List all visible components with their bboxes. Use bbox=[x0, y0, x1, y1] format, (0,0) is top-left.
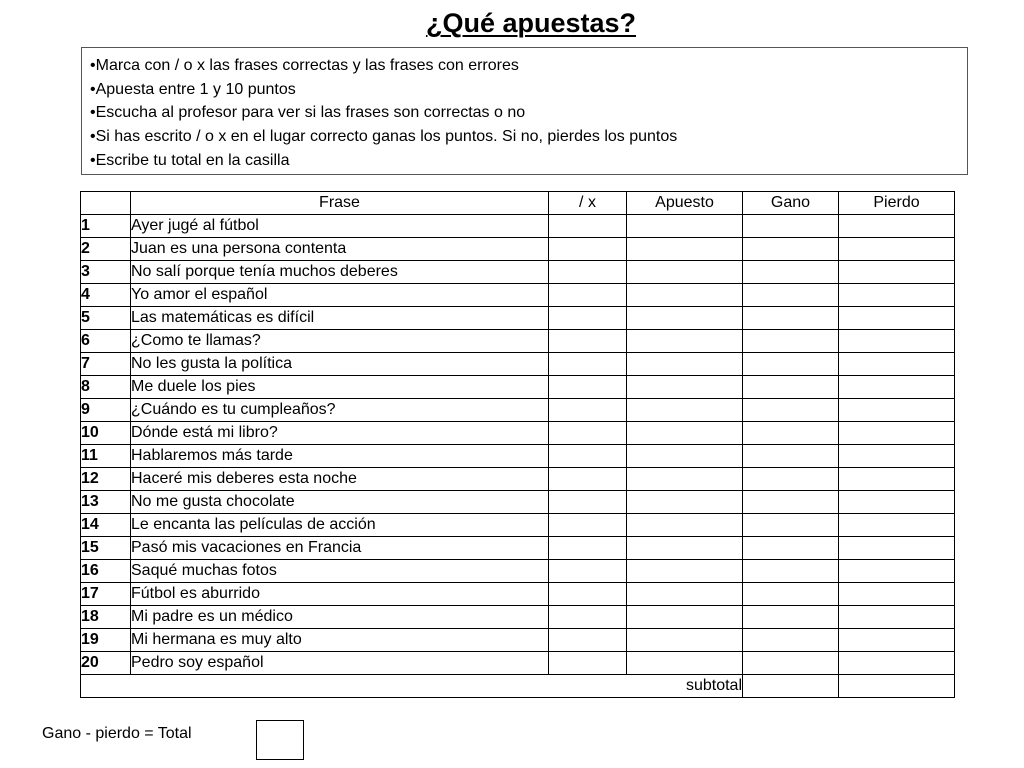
row-apuesto-cell[interactable] bbox=[627, 376, 743, 399]
subtotal-pierdo-cell[interactable] bbox=[839, 675, 955, 698]
instruction-item bbox=[90, 101, 967, 125]
instruction-text: Marca con / o x las frases correctas y las frases con errores bbox=[95, 57, 519, 74]
row-apuesto-cell[interactable] bbox=[627, 583, 743, 606]
row-pierdo-cell[interactable] bbox=[839, 422, 955, 445]
bullet-icon: • bbox=[90, 104, 96, 122]
table-row bbox=[81, 307, 955, 330]
row-pierdo-cell[interactable] bbox=[839, 399, 955, 422]
row-mark-cell[interactable] bbox=[549, 606, 627, 629]
table-row bbox=[81, 376, 955, 399]
row-frase: Mi hermana es muy alto bbox=[131, 629, 549, 652]
instruction-item bbox=[90, 78, 967, 102]
row-number: 2 bbox=[81, 238, 131, 261]
subtotal-gano-cell[interactable] bbox=[743, 675, 839, 698]
row-apuesto-cell[interactable] bbox=[627, 238, 743, 261]
row-apuesto-cell[interactable] bbox=[627, 422, 743, 445]
row-apuesto-cell[interactable] bbox=[627, 491, 743, 514]
bullet-icon: • bbox=[90, 128, 96, 146]
table-row bbox=[81, 238, 955, 261]
row-gano-cell[interactable] bbox=[743, 491, 839, 514]
row-apuesto-cell[interactable] bbox=[627, 399, 743, 422]
table-row bbox=[81, 445, 955, 468]
row-frase: No salí porque tenía muchos deberes bbox=[131, 261, 549, 284]
row-number: 4 bbox=[81, 284, 131, 307]
row-mark-cell[interactable] bbox=[549, 330, 627, 353]
row-number: 12 bbox=[81, 468, 131, 491]
row-mark-cell[interactable] bbox=[549, 560, 627, 583]
table-row bbox=[81, 284, 955, 307]
row-number: 15 bbox=[81, 537, 131, 560]
instruction-item bbox=[90, 149, 967, 173]
row-frase: Hablaremos más tarde bbox=[131, 445, 549, 468]
row-mark-cell[interactable] bbox=[549, 537, 627, 560]
table-row bbox=[81, 215, 955, 238]
table-row bbox=[81, 491, 955, 514]
row-frase: Mi padre es un médico bbox=[131, 606, 549, 629]
bets-table bbox=[80, 191, 955, 698]
row-gano-cell[interactable] bbox=[743, 629, 839, 652]
row-pierdo-cell[interactable] bbox=[839, 284, 955, 307]
row-mark-cell[interactable] bbox=[549, 422, 627, 445]
table-row bbox=[81, 468, 955, 491]
row-gano-cell[interactable] bbox=[743, 284, 839, 307]
row-apuesto-cell[interactable] bbox=[627, 468, 743, 491]
row-mark-cell[interactable] bbox=[549, 353, 627, 376]
row-frase: Yo amor el español bbox=[131, 284, 549, 307]
row-mark-cell[interactable] bbox=[549, 376, 627, 399]
row-apuesto-cell[interactable] bbox=[627, 261, 743, 284]
row-apuesto-cell[interactable] bbox=[627, 307, 743, 330]
row-apuesto-cell[interactable] bbox=[627, 284, 743, 307]
row-number: 9 bbox=[81, 399, 131, 422]
row-frase: No me gusta chocolate bbox=[131, 491, 549, 514]
row-gano-cell[interactable] bbox=[743, 583, 839, 606]
row-mark-cell[interactable] bbox=[549, 215, 627, 238]
table-row bbox=[81, 353, 955, 376]
row-number: 18 bbox=[81, 606, 131, 629]
bullet-icon: • bbox=[90, 151, 96, 169]
row-frase: Las matemáticas es difícil bbox=[131, 307, 549, 330]
row-number: 1 bbox=[81, 215, 131, 238]
table-row bbox=[81, 422, 955, 445]
row-frase: No les gusta la política bbox=[131, 353, 549, 376]
row-number: 17 bbox=[81, 583, 131, 606]
row-frase: Pasó mis vacaciones en Francia bbox=[131, 537, 549, 560]
row-number: 5 bbox=[81, 307, 131, 330]
row-gano-cell[interactable] bbox=[743, 606, 839, 629]
header-number bbox=[81, 192, 131, 215]
row-apuesto-cell[interactable] bbox=[627, 606, 743, 629]
subtotal-label: subtotal bbox=[81, 675, 743, 698]
row-number: 14 bbox=[81, 514, 131, 537]
row-number: 7 bbox=[81, 353, 131, 376]
row-gano-cell[interactable] bbox=[743, 261, 839, 284]
row-number: 6 bbox=[81, 330, 131, 353]
row-gano-cell[interactable] bbox=[743, 468, 839, 491]
table-row bbox=[81, 330, 955, 353]
row-gano-cell[interactable] bbox=[743, 376, 839, 399]
table-header-row bbox=[81, 192, 955, 215]
row-pierdo-cell[interactable] bbox=[839, 606, 955, 629]
row-frase: Me duele los pies bbox=[131, 376, 549, 399]
row-frase: ¿Como te llamas? bbox=[131, 330, 549, 353]
row-pierdo-cell[interactable] bbox=[839, 491, 955, 514]
row-apuesto-cell[interactable] bbox=[627, 629, 743, 652]
row-number: 11 bbox=[81, 445, 131, 468]
row-pierdo-cell[interactable] bbox=[839, 445, 955, 468]
bullet-icon: • bbox=[90, 80, 96, 98]
row-pierdo-cell[interactable] bbox=[839, 468, 955, 491]
row-mark-cell[interactable] bbox=[549, 468, 627, 491]
row-mark-cell[interactable] bbox=[549, 261, 627, 284]
row-number: 20 bbox=[81, 652, 131, 675]
instruction-item bbox=[90, 125, 967, 149]
table-row bbox=[81, 399, 955, 422]
header-mark: / x bbox=[549, 192, 627, 215]
row-gano-cell[interactable] bbox=[743, 422, 839, 445]
row-pierdo-cell[interactable] bbox=[839, 376, 955, 399]
row-pierdo-cell[interactable] bbox=[839, 629, 955, 652]
row-pierdo-cell[interactable] bbox=[839, 514, 955, 537]
row-mark-cell[interactable] bbox=[549, 238, 627, 261]
subtotal-row bbox=[81, 675, 955, 698]
row-pierdo-cell[interactable] bbox=[839, 261, 955, 284]
row-apuesto-cell[interactable] bbox=[627, 537, 743, 560]
instruction-text: Escribe tu total en la casilla bbox=[95, 151, 290, 169]
table-row bbox=[81, 583, 955, 606]
header-pierdo: Pierdo bbox=[839, 192, 955, 215]
row-pierdo-cell[interactable] bbox=[839, 652, 955, 675]
instruction-text: Escucha al profesor para ver si las frases son correctas o no bbox=[95, 104, 526, 122]
header-gano: Gano bbox=[743, 192, 839, 215]
instruction-item bbox=[90, 54, 967, 78]
row-frase: Haceré mis deberes esta noche bbox=[131, 468, 549, 491]
row-pierdo-cell[interactable] bbox=[839, 238, 955, 261]
table-row bbox=[81, 606, 955, 629]
row-frase: Dónde está mi libro? bbox=[131, 422, 549, 445]
row-mark-cell[interactable] bbox=[549, 583, 627, 606]
row-pierdo-cell[interactable] bbox=[839, 353, 955, 376]
header-apuesto: Apuesto bbox=[627, 192, 743, 215]
row-frase: Juan es una persona contenta bbox=[131, 238, 549, 261]
instruction-text: Si has escrito / o x en el lugar correcto ganas los puntos. Si no, pierdes los puntos bbox=[95, 128, 678, 146]
row-number: 13 bbox=[81, 491, 131, 514]
row-pierdo-cell[interactable] bbox=[839, 583, 955, 606]
row-pierdo-cell[interactable] bbox=[839, 330, 955, 353]
row-frase: Ayer jugé al fútbol bbox=[131, 215, 549, 238]
row-mark-cell[interactable] bbox=[549, 514, 627, 537]
row-number: 8 bbox=[81, 376, 131, 399]
row-frase: ¿Cuándo es tu cumpleaños? bbox=[131, 399, 549, 422]
row-gano-cell[interactable] bbox=[743, 353, 839, 376]
total-box[interactable] bbox=[256, 720, 304, 760]
row-gano-cell[interactable] bbox=[743, 215, 839, 238]
row-mark-cell[interactable] bbox=[549, 284, 627, 307]
table-row bbox=[81, 560, 955, 583]
table-row bbox=[81, 537, 955, 560]
row-mark-cell[interactable] bbox=[549, 307, 627, 330]
row-mark-cell[interactable] bbox=[549, 399, 627, 422]
row-gano-cell[interactable] bbox=[743, 330, 839, 353]
row-mark-cell[interactable] bbox=[549, 629, 627, 652]
row-gano-cell[interactable] bbox=[743, 307, 839, 330]
table-row bbox=[81, 261, 955, 284]
row-gano-cell[interactable] bbox=[743, 514, 839, 537]
row-apuesto-cell[interactable] bbox=[627, 560, 743, 583]
row-frase: Le encanta las películas de acción bbox=[131, 514, 549, 537]
header-frase: Frase bbox=[131, 192, 549, 215]
table-row bbox=[81, 652, 955, 675]
row-gano-cell[interactable] bbox=[743, 537, 839, 560]
row-pierdo-cell[interactable] bbox=[839, 307, 955, 330]
row-pierdo-cell[interactable] bbox=[839, 537, 955, 560]
row-apuesto-cell[interactable] bbox=[627, 445, 743, 468]
row-apuesto-cell[interactable] bbox=[627, 330, 743, 353]
instructions-box bbox=[81, 47, 968, 175]
row-apuesto-cell[interactable] bbox=[627, 215, 743, 238]
row-apuesto-cell[interactable] bbox=[627, 514, 743, 537]
row-frase: Fútbol es aburrido bbox=[131, 583, 549, 606]
row-number: 10 bbox=[81, 422, 131, 445]
row-number: 3 bbox=[81, 261, 131, 284]
bullet-icon: • bbox=[90, 57, 96, 74]
row-pierdo-cell[interactable] bbox=[839, 215, 955, 238]
row-apuesto-cell[interactable] bbox=[627, 353, 743, 376]
row-apuesto-cell[interactable] bbox=[627, 652, 743, 675]
row-gano-cell[interactable] bbox=[743, 445, 839, 468]
row-mark-cell[interactable] bbox=[549, 445, 627, 468]
row-pierdo-cell[interactable] bbox=[839, 560, 955, 583]
total-formula: Gano - pierdo = Total bbox=[42, 725, 192, 742]
row-gano-cell[interactable] bbox=[743, 560, 839, 583]
row-gano-cell[interactable] bbox=[743, 238, 839, 261]
instruction-text: Apuesta entre 1 y 10 puntos bbox=[95, 80, 296, 98]
table-row bbox=[81, 514, 955, 537]
row-mark-cell[interactable] bbox=[549, 491, 627, 514]
table-body bbox=[81, 215, 955, 675]
row-gano-cell[interactable] bbox=[743, 399, 839, 422]
row-frase: Pedro soy español bbox=[131, 652, 549, 675]
row-gano-cell[interactable] bbox=[743, 652, 839, 675]
table-row bbox=[81, 629, 955, 652]
row-number: 19 bbox=[81, 629, 131, 652]
row-mark-cell[interactable] bbox=[549, 652, 627, 675]
page-title: ¿Qué apuestas? bbox=[425, 8, 637, 38]
row-frase: Saqué muchas fotos bbox=[131, 560, 549, 583]
row-number: 16 bbox=[81, 560, 131, 583]
